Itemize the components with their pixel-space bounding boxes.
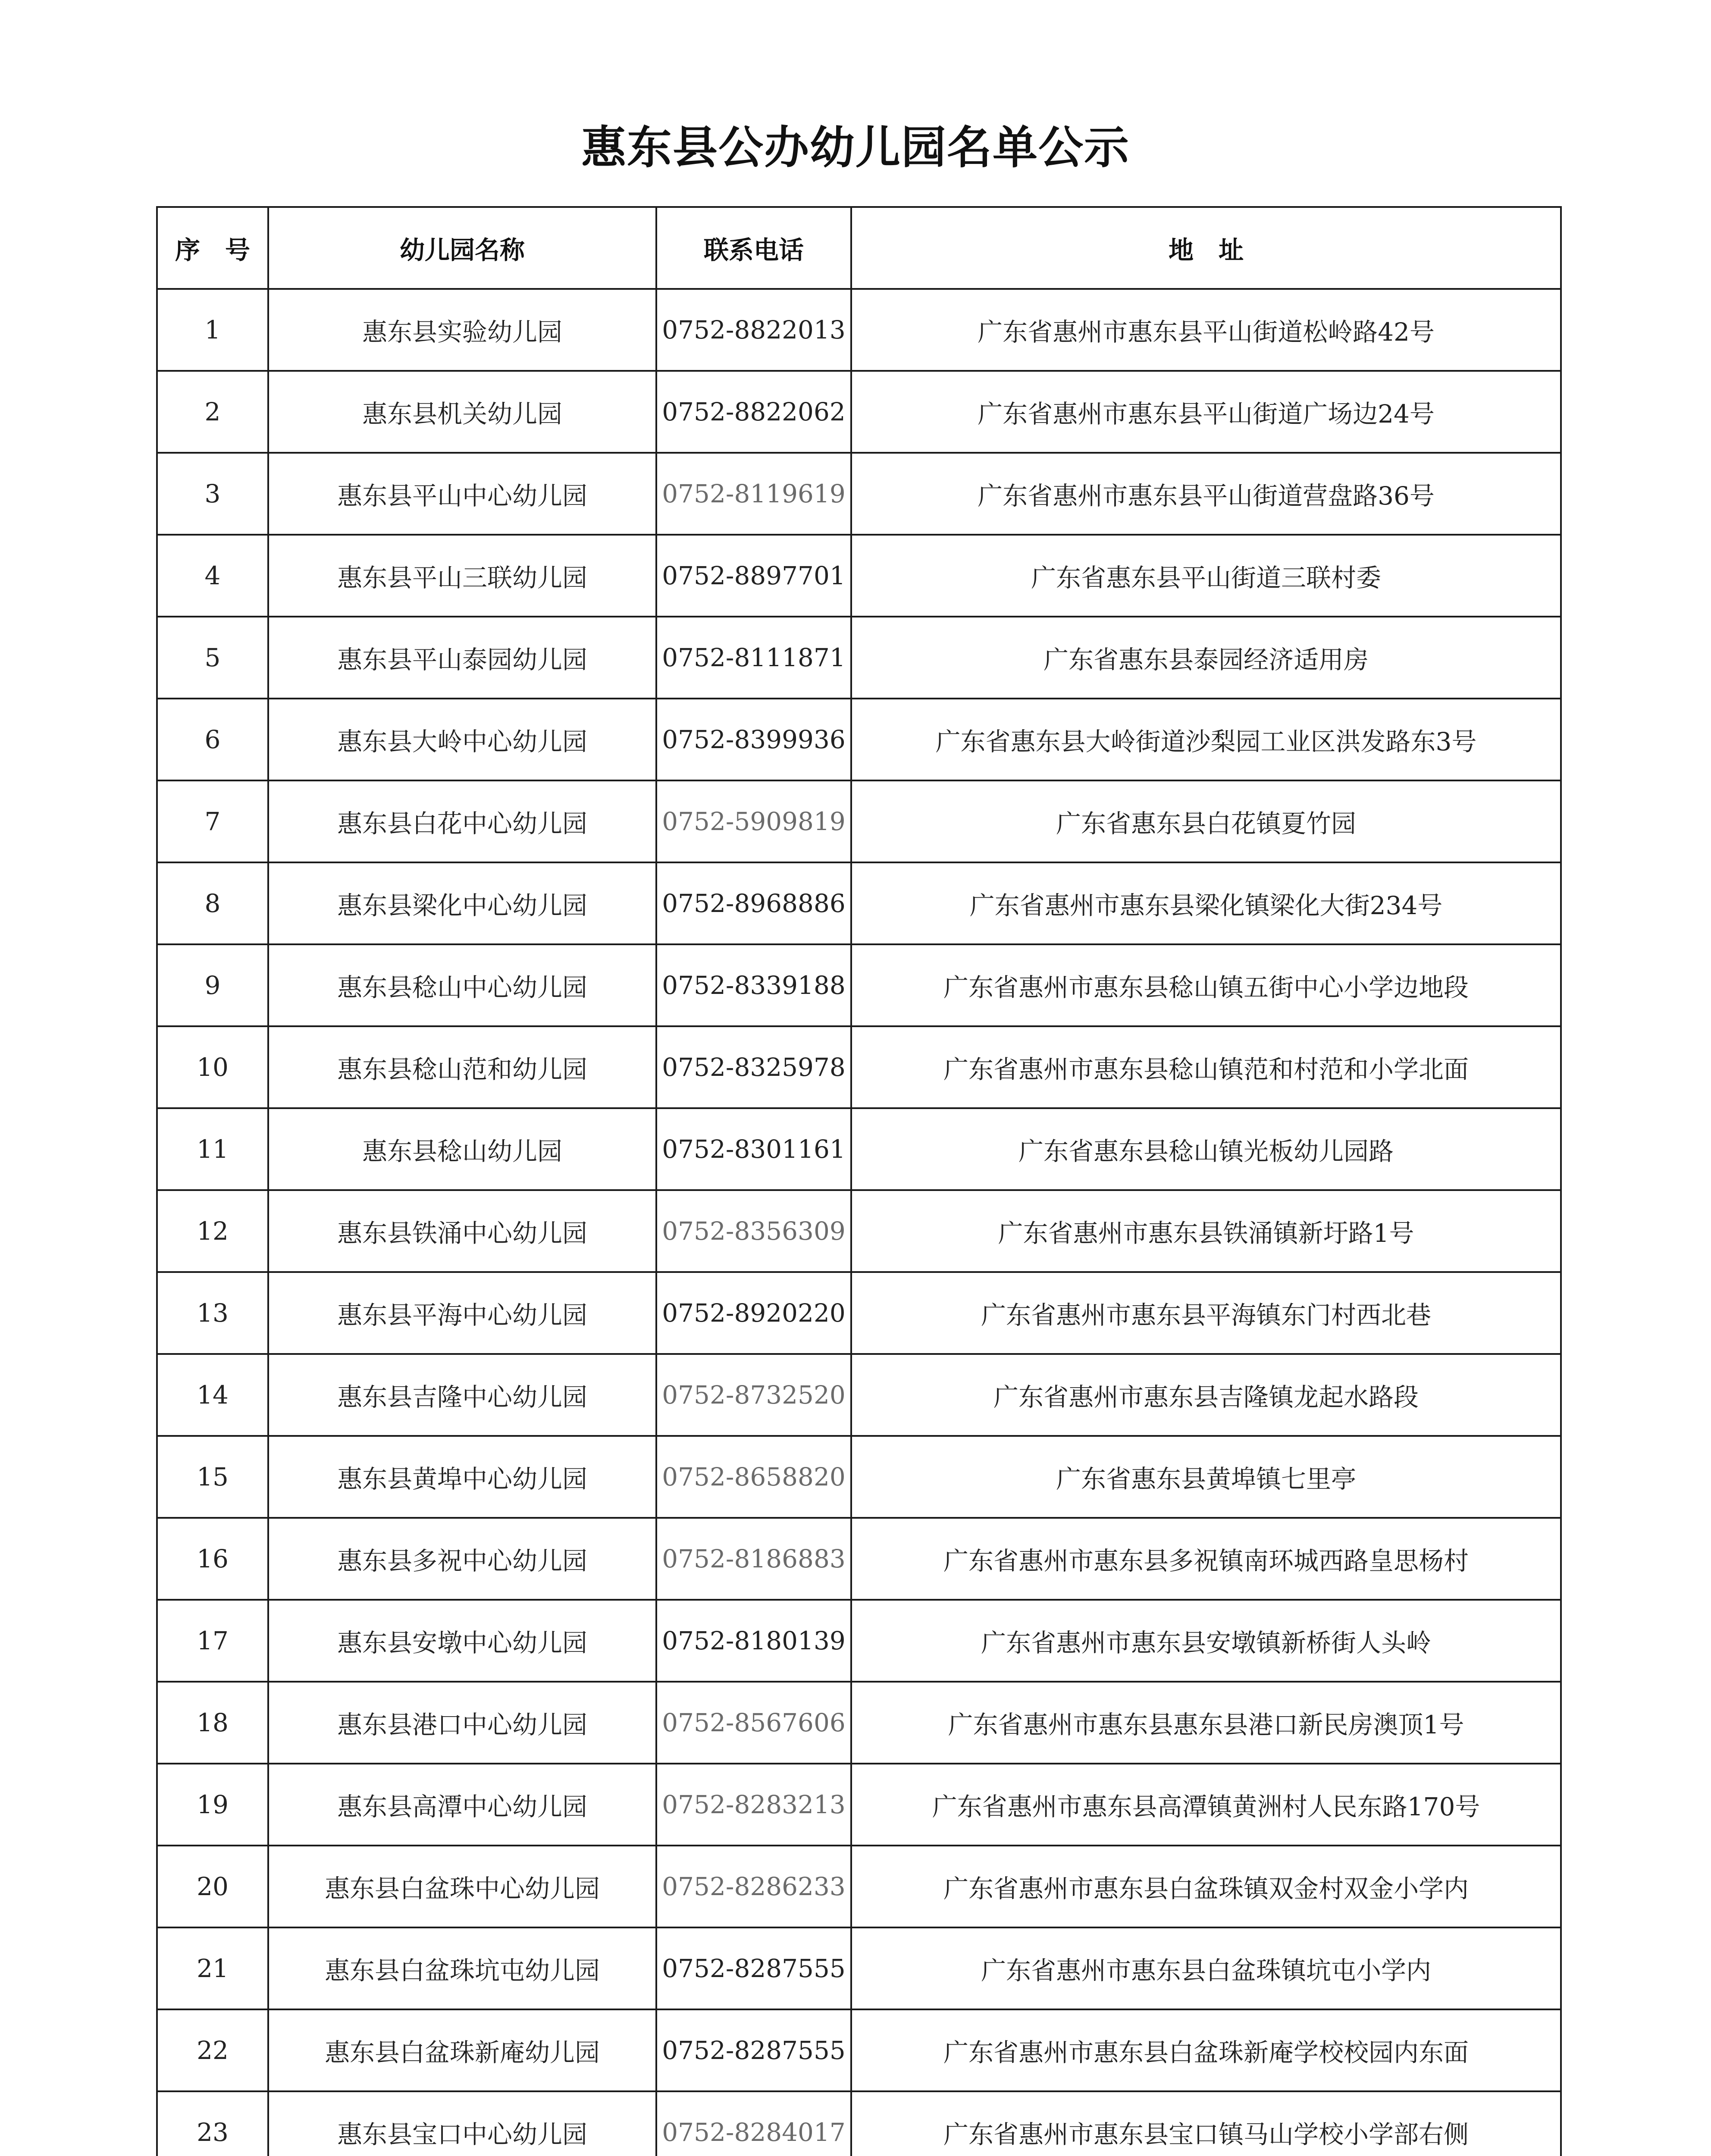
table-row bbox=[157, 862, 1561, 944]
cell-phone: 0752-8897701 bbox=[656, 535, 851, 617]
cell-name: 惠东县黄埠中心幼儿园 bbox=[268, 1436, 656, 1518]
table-row bbox=[157, 1682, 1561, 1764]
table-row bbox=[157, 944, 1561, 1026]
cell-name: 惠东县宝口中心幼儿园 bbox=[268, 2091, 656, 2156]
cell-index: 12 bbox=[157, 1190, 268, 1272]
table-row bbox=[157, 1600, 1561, 1682]
table-row bbox=[157, 1272, 1561, 1354]
cell-index: 1 bbox=[157, 289, 268, 371]
cell-name: 惠东县机关幼儿园 bbox=[268, 371, 656, 453]
table-row bbox=[157, 535, 1561, 617]
cell-address: 广东省惠州市惠东县稔山镇范和村范和小学北面 bbox=[851, 1026, 1561, 1108]
cell-address: 广东省惠东县大岭街道沙梨园工业区洪发路东3号 bbox=[851, 699, 1561, 780]
page-title: 惠东县公办幼儿园名单公示 bbox=[581, 121, 1130, 174]
cell-address: 广东省惠东县黄埠镇七里亭 bbox=[851, 1436, 1561, 1518]
table-body bbox=[157, 289, 1561, 2156]
cell-phone: 0752-8180139 bbox=[656, 1600, 851, 1682]
table-row bbox=[157, 1436, 1561, 1518]
cell-phone: 0752-8111871 bbox=[656, 617, 851, 699]
cell-phone: 0752-8119619 bbox=[656, 453, 851, 535]
cell-name: 惠东县安墩中心幼儿园 bbox=[268, 1600, 656, 1682]
cell-name: 惠东县高潭中心幼儿园 bbox=[268, 1764, 656, 1846]
cell-index: 7 bbox=[157, 780, 268, 862]
cell-index: 14 bbox=[157, 1354, 268, 1436]
cell-phone: 0752-8284017 bbox=[656, 2091, 851, 2156]
cell-address: 广东省惠州市惠东县平山街道松岭路42号 bbox=[851, 289, 1561, 371]
cell-phone: 0752-8567606 bbox=[656, 1682, 851, 1764]
table-row bbox=[157, 289, 1561, 371]
cell-phone: 0752-8822062 bbox=[656, 371, 851, 453]
cell-phone: 0752-8968886 bbox=[656, 862, 851, 944]
cell-phone: 0752-8286233 bbox=[656, 1846, 851, 1927]
cell-name: 惠东县平海中心幼儿园 bbox=[268, 1272, 656, 1354]
cell-name: 惠东县白花中心幼儿园 bbox=[268, 780, 656, 862]
cell-phone: 0752-8399936 bbox=[656, 699, 851, 780]
cell-address: 广东省惠州市惠东县惠东县港口新民房澳顶1号 bbox=[851, 1682, 1561, 1764]
cell-index: 15 bbox=[157, 1436, 268, 1518]
cell-phone: 0752-8732520 bbox=[656, 1354, 851, 1436]
cell-name: 惠东县平山中心幼儿园 bbox=[268, 453, 656, 535]
cell-name: 惠东县白盆珠中心幼儿园 bbox=[268, 1846, 656, 1927]
cell-name: 惠东县白盆珠坑屯幼儿园 bbox=[268, 1927, 656, 2009]
table-row bbox=[157, 453, 1561, 535]
cell-phone: 0752-8287555 bbox=[656, 2009, 851, 2091]
cell-address: 广东省惠州市惠东县安墩镇新桥街人头岭 bbox=[851, 1600, 1561, 1682]
cell-index: 8 bbox=[157, 862, 268, 944]
header-phone: 联系电话 bbox=[656, 207, 851, 289]
cell-name: 惠东县港口中心幼儿园 bbox=[268, 1682, 656, 1764]
cell-index: 13 bbox=[157, 1272, 268, 1354]
cell-address: 广东省惠东县白花镇夏竹园 bbox=[851, 780, 1561, 862]
cell-phone: 0752-8186883 bbox=[656, 1518, 851, 1600]
cell-name: 惠东县梁化中心幼儿园 bbox=[268, 862, 656, 944]
cell-phone: 0752-8822013 bbox=[656, 289, 851, 371]
cell-index: 5 bbox=[157, 617, 268, 699]
cell-name: 惠东县多祝中心幼儿园 bbox=[268, 1518, 656, 1600]
table-row bbox=[157, 699, 1561, 780]
cell-index: 4 bbox=[157, 535, 268, 617]
cell-address: 广东省惠东县泰园经济适用房 bbox=[851, 617, 1561, 699]
cell-index: 22 bbox=[157, 2009, 268, 2091]
cell-phone: 0752-8283213 bbox=[656, 1764, 851, 1846]
header-address: 地 址 bbox=[851, 207, 1561, 289]
cell-index: 21 bbox=[157, 1927, 268, 2009]
cell-name: 惠东县白盆珠新庵幼儿园 bbox=[268, 2009, 656, 2091]
cell-address: 广东省惠东县平山街道三联村委 bbox=[851, 535, 1561, 617]
table-row bbox=[157, 371, 1561, 453]
table-row bbox=[157, 780, 1561, 862]
cell-index: 9 bbox=[157, 944, 268, 1026]
header-row bbox=[157, 207, 1561, 289]
cell-name: 惠东县稔山范和幼儿园 bbox=[268, 1026, 656, 1108]
cell-index: 10 bbox=[157, 1026, 268, 1108]
cell-address: 广东省惠州市惠东县稔山镇五街中心小学边地段 bbox=[851, 944, 1561, 1026]
table-row bbox=[157, 2091, 1561, 2156]
cell-name: 惠东县平山三联幼儿园 bbox=[268, 535, 656, 617]
cell-phone: 0752-8658820 bbox=[656, 1436, 851, 1518]
cell-phone: 0752-8287555 bbox=[656, 1927, 851, 2009]
cell-phone: 0752-5909819 bbox=[656, 780, 851, 862]
cell-index: 20 bbox=[157, 1846, 268, 1927]
kindergarten-table bbox=[156, 206, 1562, 2156]
cell-address: 广东省惠州市惠东县平山街道广场边24号 bbox=[851, 371, 1561, 453]
table-header bbox=[157, 207, 1561, 289]
cell-index: 3 bbox=[157, 453, 268, 535]
table-row bbox=[157, 2009, 1561, 2091]
table-row bbox=[157, 1846, 1561, 1927]
table-row bbox=[157, 1354, 1561, 1436]
cell-phone: 0752-8920220 bbox=[656, 1272, 851, 1354]
cell-index: 23 bbox=[157, 2091, 268, 2156]
cell-address: 广东省惠州市惠东县宝口镇马山学校小学部右侧 bbox=[851, 2091, 1561, 2156]
cell-address: 广东省惠州市惠东县高潭镇黄洲村人民东路170号 bbox=[851, 1764, 1561, 1846]
cell-address: 广东省惠州市惠东县铁涌镇新圩路1号 bbox=[851, 1190, 1561, 1272]
cell-name: 惠东县铁涌中心幼儿园 bbox=[268, 1190, 656, 1272]
header-name: 幼儿园名称 bbox=[268, 207, 656, 289]
table-row bbox=[157, 617, 1561, 699]
cell-name: 惠东县吉隆中心幼儿园 bbox=[268, 1354, 656, 1436]
cell-phone: 0752-8356309 bbox=[656, 1190, 851, 1272]
cell-name: 惠东县稔山幼儿园 bbox=[268, 1108, 656, 1190]
cell-address: 广东省惠州市惠东县梁化镇梁化大街234号 bbox=[851, 862, 1561, 944]
cell-index: 6 bbox=[157, 699, 268, 780]
table-row bbox=[157, 1927, 1561, 2009]
cell-phone: 0752-8301161 bbox=[656, 1108, 851, 1190]
header-index: 序 号 bbox=[157, 207, 268, 289]
table-row bbox=[157, 1026, 1561, 1108]
cell-index: 19 bbox=[157, 1764, 268, 1846]
cell-index: 2 bbox=[157, 371, 268, 453]
table-row bbox=[157, 1518, 1561, 1600]
cell-name: 惠东县平山泰园幼儿园 bbox=[268, 617, 656, 699]
cell-address: 广东省惠州市惠东县白盆珠镇双金村双金小学内 bbox=[851, 1846, 1561, 1927]
cell-name: 惠东县稔山中心幼儿园 bbox=[268, 944, 656, 1026]
cell-index: 16 bbox=[157, 1518, 268, 1600]
cell-index: 11 bbox=[157, 1108, 268, 1190]
cell-address: 广东省惠州市惠东县白盆珠镇坑屯小学内 bbox=[851, 1927, 1561, 2009]
cell-phone: 0752-8325978 bbox=[656, 1026, 851, 1108]
table-row bbox=[157, 1764, 1561, 1846]
cell-index: 18 bbox=[157, 1682, 268, 1764]
cell-address: 广东省惠州市惠东县平山街道营盘路36号 bbox=[851, 453, 1561, 535]
cell-address: 广东省惠州市惠东县平海镇东门村西北巷 bbox=[851, 1272, 1561, 1354]
cell-name: 惠东县大岭中心幼儿园 bbox=[268, 699, 656, 780]
cell-address: 广东省惠州市惠东县多祝镇南环城西路皇思杨村 bbox=[851, 1518, 1561, 1600]
cell-name: 惠东县实验幼儿园 bbox=[268, 289, 656, 371]
cell-phone: 0752-8339188 bbox=[656, 944, 851, 1026]
cell-address: 广东省惠东县稔山镇光板幼儿园路 bbox=[851, 1108, 1561, 1190]
table-row bbox=[157, 1108, 1561, 1190]
table-row bbox=[157, 1190, 1561, 1272]
cell-address: 广东省惠州市惠东县吉隆镇龙起水路段 bbox=[851, 1354, 1561, 1436]
cell-index: 17 bbox=[157, 1600, 268, 1682]
cell-address: 广东省惠州市惠东县白盆珠新庵学校校园内东面 bbox=[851, 2009, 1561, 2091]
